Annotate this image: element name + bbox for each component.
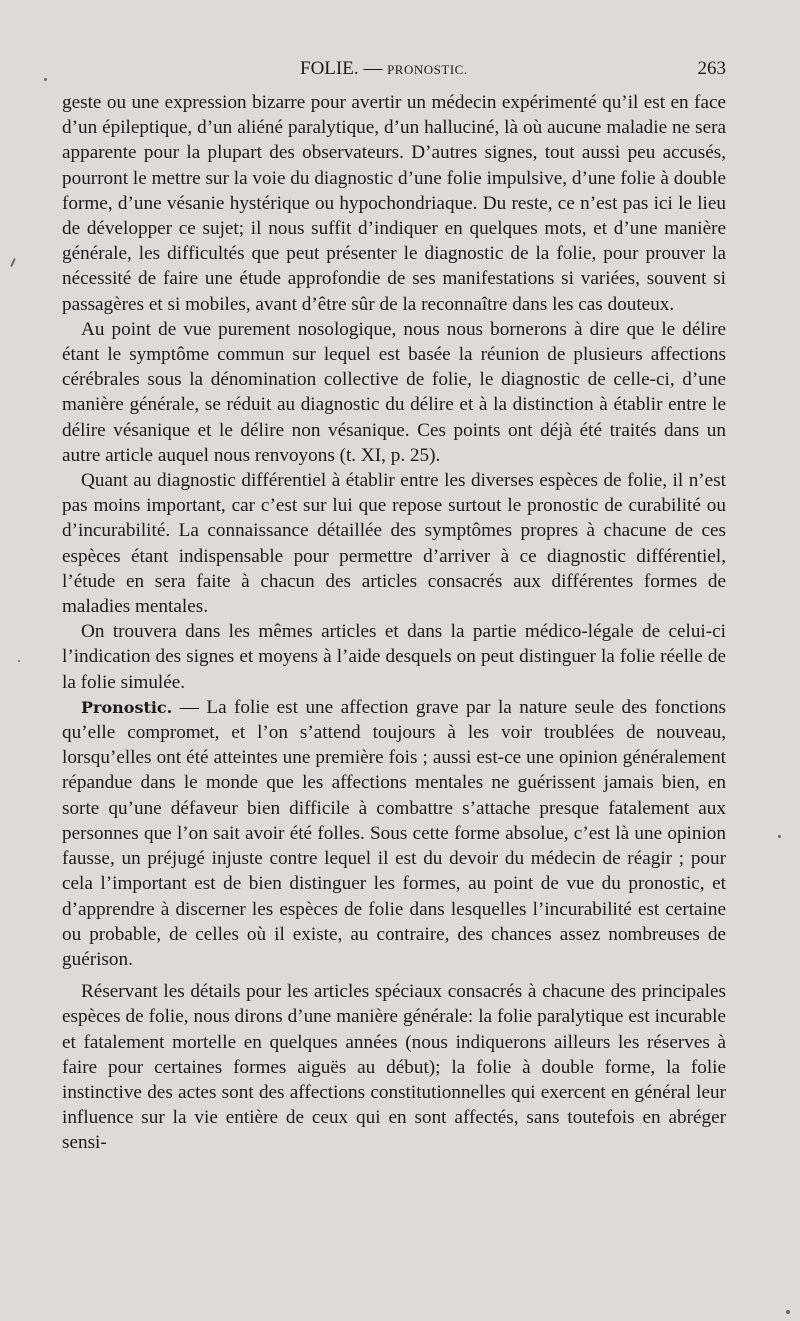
paper-mark	[10, 258, 16, 267]
paper-speck	[44, 78, 47, 81]
running-head	[62, 56, 726, 82]
paragraph-3: Quant au diagnostic différentiel à établir entre les diverses espèces de folie, il n’est pas moins important, car c’est sur lui que repose surtout le pronostic de curabilité ou d’incurabilité. La connaissance détaillée des symptômes propres à chacune de ces espèces étant indispensable pour permettre d’arriver à ce diagnostic différentiel, l’étude en sera faite à chacun des articles consacrés aux différentes formes de maladies mentales.	[62, 470, 726, 618]
paragraph-5	[62, 695, 726, 972]
page-number: 263	[697, 58, 726, 79]
paragraph-2: Au point de vue purement nosologique, nous nous bornerons à dire que le délire étant le symptôme commun sur lequel est basée la réunion de plusieurs affections cérébrales sous la dénomination collective de folie, le diagnostic de celle-ci, d’une manière générale, se réduit au diagnostic du délire et à la distinction à établir entre le délire vésanique et le délire non vésanique. Ces points ont déjà été traités dans un autre article auquel nous renvoyons (t. XI, p. 25).	[62, 318, 726, 466]
paper-speck	[18, 660, 20, 662]
running-title	[300, 56, 468, 83]
paragraph-4: On trouvera dans les mêmes articles et dans la partie médico-légale de celui-ci l’indication des signes et moyens à l’aide desquels on peut distinguer la folie réelle de la folie simulée.	[62, 621, 726, 693]
paragraph-1: geste ou une expression bizarre pour avertir un médecin expérimenté qu’il est en face d’un épileptique, d’un aliéné paralytique, d’un halluciné, là où aucune maladie ne sera apparente pour la plupart des observateurs. D’autres signes, tout aussi peu accusés, pourront le mettre sur la voie du diagnostic d’une folie impulsive, d’une folie à double forme, d’une vésanie hystérique ou hypochondriaque. Du reste, ce n’est pas ici le lieu de développer ce sujet; il nous suffit d’indiquer en quelques mots, et d’une manière générale, les difficultés que peut présenter le diagnostic de la folie, pour prouver la nécessité de faire une étude approfondie de ses manifestations si variées, souvent si passagères et si mobiles, avant d’être sûr de la reconnaître dans les cas douteux.	[62, 92, 726, 315]
body-text	[62, 90, 726, 1156]
paragraph-5-text: — La folie est une affection grave par la nature seule des fonctions qu’elle compromet, et l’on s’attend toujours à les voir troublées de nouveau, lorsqu’elles ont été atteintes une première fois ; aussi est-ce une opinion généralement répandue dans le monde que les affections mentales ne guérissent jamais bien, en sorte qu’une défaveur bien difficile à combattre s’attache presque fatalement aux personnes que l’on sait avoir été folles. Sous cette forme absolue, c’est là une opinion fausse, un préjugé injuste contre lequel il est du devoir du médecin de réagir ; pour cela l’important est de bien distinguer les formes, au point de vue du pronostic, et d’apprendre à discerner les espèces de folie dans lesquelles l’incurabilité est certaine ou probable, de celles où il existe, au contraire, des chances assez nombreuses de guérison.	[62, 696, 726, 970]
paragraph-6: Réservant les détails pour les articles spéciaux consacrés à chacune des principales espèces de folie, nous dirons d’une manière générale: la folie paralytique est incurable et fatalement mortelle en quelques années (nous indiquerons ailleurs les réserves à faire pour certaines formes aiguës au début); la folie à double forme, la folie instinctive des actes sont des affections constitutionnelles qui exercent en général leur influence sur la vie entière de ceux qui en sont affectés, sans toutefois en abréger sensi-	[62, 981, 726, 1154]
running-title-section: PRONOSTIC.	[387, 62, 468, 77]
paper-speck	[786, 1310, 790, 1314]
paper-speck	[778, 835, 781, 838]
running-title-main: FOLIE. —	[300, 58, 383, 79]
section-heading-pronostic: Pronostic.	[81, 697, 173, 717]
